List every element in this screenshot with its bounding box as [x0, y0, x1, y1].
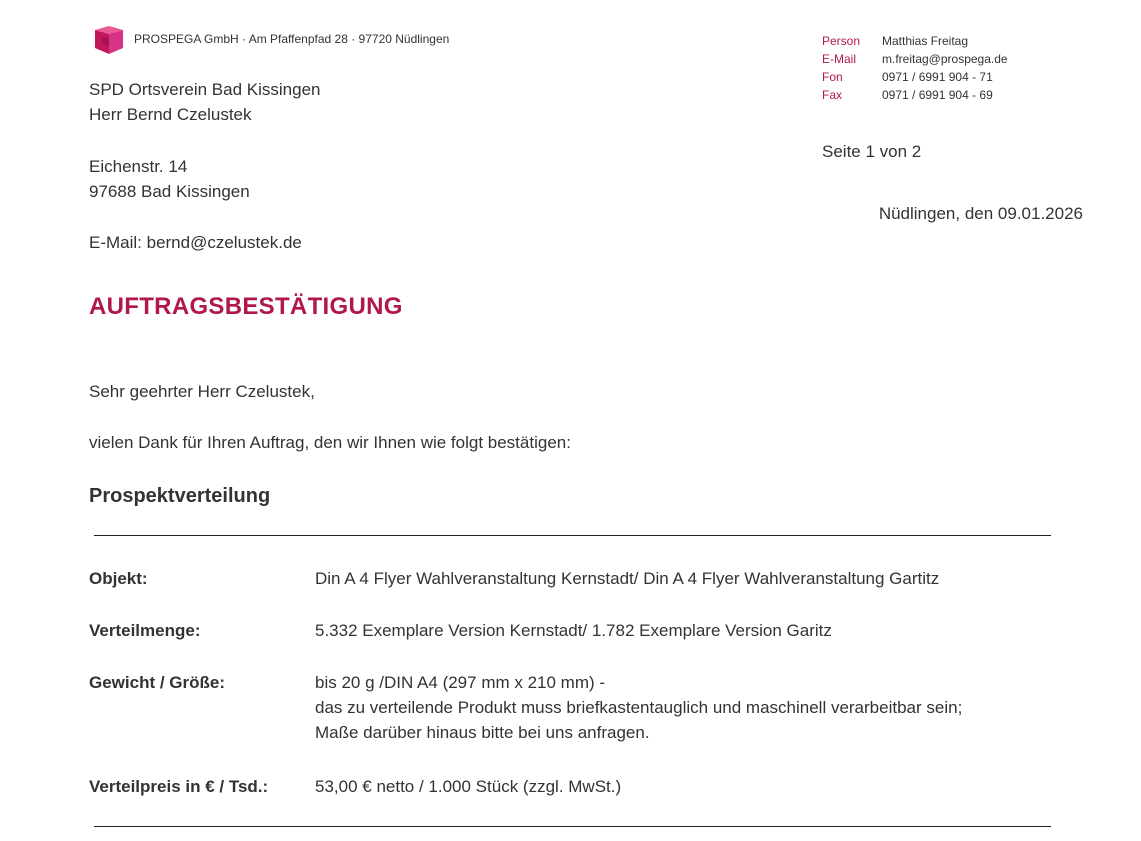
divider-top	[94, 535, 1051, 536]
recipient-org: SPD Ortsverein Bad Kissingen	[89, 80, 321, 99]
contact-row-phone	[822, 68, 1008, 86]
recipient-address	[89, 77, 321, 204]
detail-label: Verteilmenge:	[89, 621, 201, 640]
section-heading: Prospektverteilung	[89, 485, 271, 507]
address-spacer	[89, 127, 321, 154]
recipient-name: Herr Bernd Czelustek	[89, 105, 252, 124]
contact-label: E-Mail	[822, 52, 857, 66]
detail-label: Verteilpreis in € / Tsd.:	[89, 777, 269, 796]
detail-row-quantity	[89, 618, 832, 643]
detail-value-line: das zu verteilende Produkt muss briefkastentauglich und maschinell verarbeitbar sein;	[315, 698, 963, 717]
intro-text: vielen Dank für Ihren Auftrag, den wir Ihnen wie folgt bestätigen:	[89, 433, 571, 452]
contact-label: Person	[822, 34, 861, 48]
detail-value-line: bis 20 g /DIN A4 (297 mm x 210 mm) -	[315, 673, 606, 692]
contact-row-email	[822, 50, 1008, 68]
detail-label: Gewicht / Größe:	[89, 673, 226, 692]
detail-row-price	[89, 774, 621, 799]
salutation: Sehr geehrter Herr Czelustek,	[89, 382, 315, 401]
contact-row-person	[822, 32, 1008, 50]
contact-label: Fon	[822, 70, 843, 84]
date-line: Nüdlingen, den 09.01.2026	[878, 204, 1083, 223]
sender-address-line: PROSPEGA GmbH · Am Pfaffenpfad 28 · 97720 Nüdlingen	[134, 32, 450, 46]
detail-value-multiline	[315, 670, 962, 745]
recipient-email: E-Mail: bernd@czelustek.de	[89, 233, 302, 252]
prospega-logo-icon	[93, 24, 125, 56]
contact-label: Fax	[822, 88, 843, 102]
page-number: Seite 1 von 2	[822, 142, 922, 161]
detail-row-weight	[89, 670, 962, 745]
recipient-city: 97688 Bad Kissingen	[89, 182, 250, 201]
contact-row-fax	[822, 86, 1008, 104]
contact-person-value: Matthias Freitag	[882, 34, 969, 48]
detail-value: 5.332 Exemplare Version Kernstadt/ 1.782 Exemplare Version Garitz	[315, 621, 832, 640]
contact-fax-value: 0971 / 6991 904 - 69	[882, 88, 993, 102]
contact-block	[822, 32, 1008, 104]
recipient-street: Eichenstr. 14	[89, 157, 188, 176]
document-title: AUFTRAGSBESTÄTIGUNG	[89, 293, 403, 320]
detail-value: 53,00 € netto / 1.000 Stück (zzgl. MwSt.)	[315, 777, 622, 796]
contact-phone-value: 0971 / 6991 904 - 71	[882, 70, 993, 84]
divider-bottom	[94, 826, 1051, 827]
detail-value-line: Maße darüber hinaus bitte bei uns anfragen.	[315, 723, 650, 742]
detail-value: Din A 4 Flyer Wahlveranstaltung Kernstadt/ Din A 4 Flyer Wahlveranstaltung Gartitz	[315, 569, 940, 588]
detail-label: Objekt:	[89, 569, 148, 588]
detail-row-object	[89, 566, 939, 591]
contact-email-value: m.freitag@prospega.de	[882, 52, 1008, 66]
